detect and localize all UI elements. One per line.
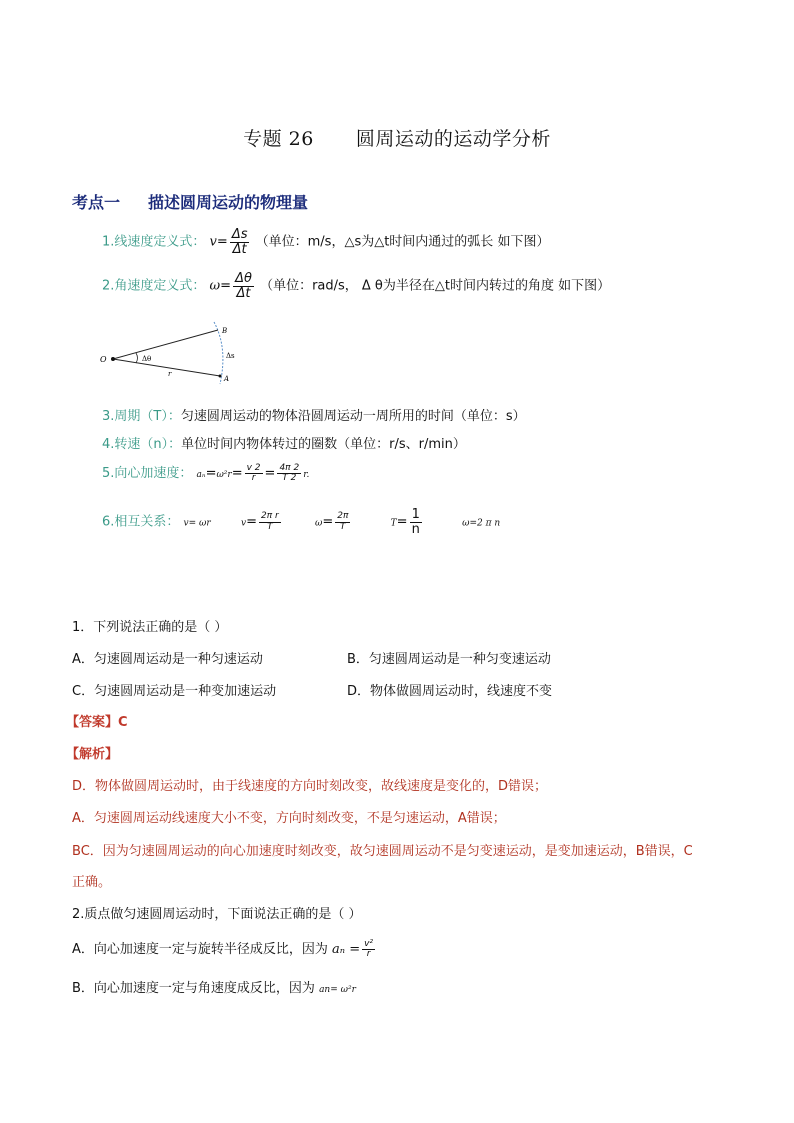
label-ds: Δs	[226, 352, 235, 360]
def6-e3-num: 2π	[337, 511, 349, 522]
angle-arc	[136, 353, 138, 363]
def6-e5: ω=2 π n	[462, 518, 501, 529]
def5-label: 5.向心加速度：	[102, 466, 193, 481]
def6-e2-num: 2π r	[260, 511, 279, 522]
def-rotation-speed	[102, 433, 466, 452]
def6-e4-frac	[410, 508, 422, 536]
q2-option-a-frac	[362, 940, 375, 960]
def2-lhs: ω	[209, 278, 221, 294]
q2-option-b-formula: an= ω²r	[319, 985, 356, 995]
def5-f2-den: T 2	[282, 473, 297, 483]
def-linear-velocity: 1.线速度定义式： v= $\frac{\Delta s}{\Delta t}$ （单位：m/s，△s为△t时间内通过的弧长 如下图）	[102, 227, 550, 257]
title-topic: 专题 26	[243, 128, 314, 150]
def2-label: 2.角速度定义式：	[102, 278, 206, 294]
arc-diagram	[96, 318, 246, 388]
q1-answer-value: C	[118, 715, 128, 730]
def5-mid: ω²r	[216, 470, 232, 480]
def1-den: Δt	[232, 241, 247, 257]
title-name: 圆周运动的运动学分析	[355, 128, 551, 150]
def5-frac1	[245, 464, 263, 484]
q1-option-b: B．匀速圆周运动是一种匀变速运动	[347, 652, 551, 667]
q2-option-a-text: A．向心加速度一定与旋转半径成反比，因为	[72, 942, 328, 957]
q2-option-b-text: B．向心加速度一定与角速度成反比，因为	[72, 981, 315, 996]
def6-e2-lhs: v	[240, 518, 247, 529]
radius-oa	[113, 359, 220, 376]
point-o	[111, 357, 115, 361]
def2-den: Δt	[236, 285, 251, 301]
def6-label: 6.相互关系：	[102, 514, 180, 530]
q1-analysis-1: D．物体做圆周运动时，由于线速度的方向时刻改变，故线速度是变化的，D错误；	[72, 779, 548, 794]
page-title	[0, 124, 794, 151]
label-r: r	[168, 370, 172, 378]
section-heading	[72, 190, 308, 213]
q2-option-b	[72, 977, 356, 996]
q2-stem: 2.质点做匀速圆周运动时，下面说法正确的是（ ）	[72, 907, 362, 922]
q1-option-c: C．匀速圆周运动是一种变加速运动	[72, 684, 277, 699]
q1-answer-label: 【答案】	[66, 715, 119, 730]
def-angular-velocity: 2.角速度定义式： ω= $\frac{\Delta\theta}{\Delta t}$ （单位：rad/s， Δ θ为半径在△t时间内转过的角度 如下图）	[102, 271, 611, 301]
def5-f2-num: 4π 2	[279, 462, 300, 473]
q2-option-a-lhs: aₙ =	[332, 942, 361, 957]
q2-a-num: v²	[364, 938, 374, 949]
def1-note: （单位：m/s，△s为△t时间内通过的弧长 如下图）	[255, 234, 550, 250]
def1-fraction	[230, 228, 250, 256]
def2-fraction	[233, 272, 254, 300]
label-a: A	[224, 375, 230, 383]
def-centripetal-acceleration: 5.向心加速度： aₙ=ω²r= $\frac{v 2}{r}$ = $\frac{4\pi 2}{T 2}$ r.	[102, 462, 310, 483]
q1-option-a: A．匀速圆周运动是一种匀速运动	[72, 652, 263, 667]
def4-label: 4.转速（n）：	[102, 437, 182, 452]
q2-a-den: r	[366, 949, 371, 959]
def6-e2-frac	[259, 512, 281, 532]
def2-note: （单位：rad/s， Δ θ为半径在△t时间内转过的角度 如下图）	[260, 278, 611, 294]
def5-lhs: aₙ	[196, 470, 206, 480]
def3-text: 匀速圆周运动的物体沿圆周运动一周所用的时间（单位：s）	[180, 409, 526, 424]
label-dtheta: Δθ	[142, 355, 152, 363]
def1-num: Δs	[231, 227, 248, 242]
def6-e2-den: T	[267, 521, 273, 532]
q1-option-d: D．物体做圆周运动时，线速度不变	[347, 684, 553, 699]
def6-e4-den: n	[410, 522, 422, 537]
def2-num: Δθ	[235, 271, 252, 286]
def6-e3-den: T	[340, 521, 346, 532]
radius-ob	[113, 330, 218, 359]
label-o: O	[100, 355, 107, 364]
def-period	[102, 405, 526, 424]
q1-analysis-label: 【解析】	[66, 747, 119, 762]
def6-e3-frac	[335, 512, 350, 532]
def5-frac2	[277, 464, 301, 484]
def3-label: 3.周期（T）：	[102, 409, 181, 424]
def5-f1-den: r	[251, 473, 256, 483]
q1-analysis-3: BC．因为匀速圆周运动的向心加速度时刻改变，故匀速圆周运动不是匀变速运动，是变加速运动，B错误，C	[72, 844, 693, 859]
def-relations: 6.相互关系： v= ωr v= $\frac{\text{2π r}}{T}$ ω= $\frac{2\pi}{T}$ T= $\frac{1}{n}$ ω=2 π n	[102, 507, 501, 537]
def1-lhs: v	[209, 234, 217, 250]
section-label: 考点一	[72, 193, 121, 212]
def6-e3-lhs: ω	[314, 518, 323, 529]
label-b: B	[222, 327, 228, 335]
def5-tail: r.	[303, 470, 310, 480]
def5-f1-num: v 2	[246, 462, 261, 473]
point-a	[219, 375, 222, 378]
def1-label: 1.线速度定义式：	[102, 234, 206, 250]
q1-analysis-4: 正确。	[72, 875, 112, 890]
q2-option-a	[72, 938, 377, 959]
q1-stem: 1．下列说法正确的是（ ）	[72, 620, 228, 635]
def4-text: 单位时间内物体转过的圈数（单位：r/s、r/min）	[181, 437, 466, 452]
def6-e4-lhs: T	[390, 518, 397, 529]
q1-analysis-2: A．匀速圆周运动线速度大小不变，方向时刻改变，不是匀速运动，A错误；	[72, 811, 506, 826]
section-name: 描述圆周运动的物理量	[148, 193, 309, 212]
def6-e1: v= ωr	[183, 518, 211, 529]
def6-e4-num: 1	[411, 507, 420, 522]
q1-answer	[66, 711, 128, 730]
